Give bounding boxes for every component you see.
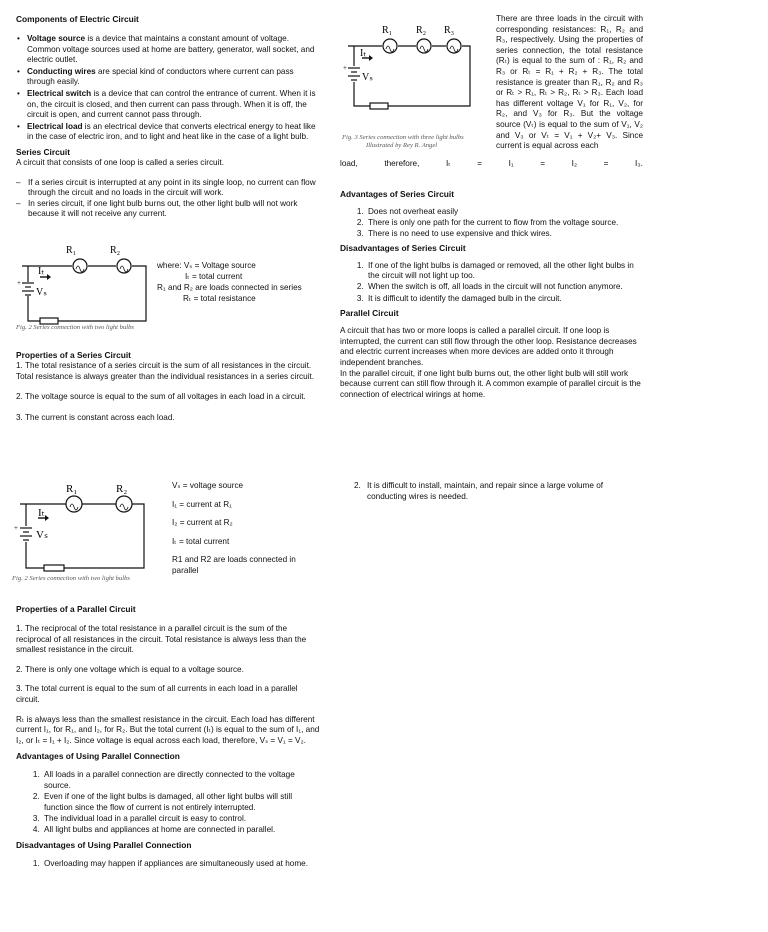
- left-top-column: [16, 14, 320, 220]
- series-circuit-diagram: [12, 244, 152, 334]
- three-load-explanation: There are three loads in the circuit with corresponding resistances: R₁, R₂ and R₃, respectively. Using the properties of series connection, the total resistance (Rₜ) is equal to the sum of : R₁, R₂ and R₃ or Rₜ = R₁ + R₂ + R₃. The total resistance is greater than R₁, R₂ and R₃ or Rₜ > R₁, Rₜ > R₂, Rₜ > R₃. Each load has different voltage V₁ for R₁, V₂, for R₂, and V₃ for R₃. But the voltage source (Vₜ) is equal to the sum of V₁, V₂ and V₃ or Vₜ = V₁ + V₂+ V₃. Since current is equal across each: [496, 14, 643, 151]
- r1-label: R₁: [66, 245, 77, 256]
- parallel-property: 2. There is only one voltage which is equal to a voltage source.: [16, 664, 244, 674]
- three-bulb-svg: [340, 20, 490, 132]
- series-property: 1. The total resistance of a series circuit is the sum of all resistances in the circuit. Total resistance is always greater than the individual resistances in a series circuit.: [16, 361, 315, 381]
- load-equation-line: load, therefore, Iₜ = I₁ = I₂ = I₃.: [340, 159, 643, 168]
- series-disadvantages-list: [340, 261, 643, 304]
- series-circuit-svg: [12, 244, 152, 334]
- it-label: Iₜ: [360, 48, 367, 59]
- parallel-fig-caption: Fig. 2 Series connection with two light bulbs: [12, 575, 130, 582]
- vs-label: Vₛ: [362, 72, 373, 83]
- parallel-properties-heading: Properties of a Parallel Circuit: [16, 604, 136, 614]
- legend-line: Rₜ = total resistance: [183, 294, 256, 303]
- list-item: 3. There is no need to use expensive and thick wires.: [366, 229, 643, 240]
- components-heading: Components of Electric Circuit: [16, 14, 139, 24]
- vs-label: Vₛ: [36, 287, 47, 298]
- list-item: 2. Even if one of the light bulbs is damaged, all other light bulbs will still function since the flow of current is not entirely interrupted.: [42, 792, 320, 813]
- parallel-advantages-list: [16, 770, 320, 835]
- component-voltage-source: • Voltage source is a device that maintains a constant amount of voltage. Common voltage sources used at home are battery, generator, wall socket, and electric outlet.: [27, 34, 320, 66]
- item-text: It is difficult to install, maintain, and repair since a large volume of conducting wires is needed.: [367, 481, 604, 501]
- it-label: Iₜ: [38, 507, 45, 519]
- legend-line: Vₛ = voltage source: [172, 481, 244, 490]
- series-property: 3. The current is constant across each load.: [16, 412, 175, 422]
- series-note: – In series circuit, if one light bulb burns out, the other light bulb will not work because it will not receive any current.: [28, 199, 320, 220]
- parallel-property: 3. The total current is equal to the sum of all currents in each load in a parallel circuit.: [16, 684, 298, 704]
- component-electrical-switch: • Electrical switch is a device that can control the entrance of current. When it is on, the circuit is closed, and then current can pass through. When it is off, the circuit is open, and current cannot pass through.: [27, 89, 320, 121]
- vs-label: Vₛ: [36, 529, 49, 541]
- item-number: 2.: [354, 481, 361, 490]
- r1-label: R₁: [66, 483, 78, 495]
- list-item: 1. Does not overheat easily: [366, 207, 643, 218]
- series-notes-list: [16, 178, 320, 220]
- legend-line: I₁ = current at R₁: [172, 499, 232, 509]
- r3-label: R₃: [444, 25, 455, 36]
- parallel-legend: [172, 481, 320, 577]
- component-electrical-load: • Electrical load is an electrical device that converts electrical energy to heat like in the case of electric iron, and to light and heat like in the case of a light bulb.: [27, 122, 320, 143]
- fig3-caption: Fig. 3 Series connection with three light bulbs: [342, 134, 464, 141]
- series-advantages-heading: Advantages of Series Circuit: [340, 189, 455, 199]
- legend-line: R₁ and R₂ are loads connected in series: [157, 283, 302, 292]
- legend-line: Iₜ = total current: [172, 536, 230, 546]
- list-item: 3. It is difficult to identify the damaged bulb in the circuit.: [366, 294, 643, 305]
- series-properties: [16, 350, 320, 423]
- parallel-circuit-diagram: [8, 480, 168, 586]
- list-item: 2. When the switch is off, all loads in the circuit will not function anymore.: [366, 282, 643, 293]
- r2-label: R₂: [416, 25, 427, 36]
- series-advantages-list: [340, 207, 643, 240]
- series-note: – If a series circuit is interrupted at any point in its single loop, no current can flow through the circuit and no loads in the circuit will work.: [28, 178, 320, 199]
- parallel-disadvantages-list: [16, 859, 320, 870]
- component-conducting-wires: • Conducting wires are special kind of conductors where current can pass through easily.: [27, 67, 320, 88]
- series-disadvantages-heading: Disadvantages of Series Circuit: [340, 242, 466, 253]
- r2-label: R₂: [116, 483, 128, 495]
- legend-line: R1 and R2 are loads connected in parallel: [172, 555, 296, 575]
- parallel-property: 1. The reciprocal of the total resistance in a parallel circuit is the sum of the reciprocal of all resistances in the circuit. Total resistance is always less than the smallest resistance in the circuit.: [16, 624, 307, 655]
- svg-text:+: +: [17, 279, 21, 287]
- series-property: 2. The voltage source is equal to the sum of all voltages in each load in a circuit.: [16, 392, 306, 402]
- legend-line: where: Vₛ = Voltage source: [157, 261, 256, 270]
- list-item: 1. All loads in a parallel connection are directly connected to the voltage source.: [42, 770, 320, 791]
- fig2-legend: [157, 260, 327, 304]
- list-item: 3. The individual load in a parallel circuit is easy to control.: [42, 814, 320, 825]
- fig3-credit: Illustrated by Rey R. Angel: [366, 142, 438, 149]
- parallel-definition: A circuit that has two or more loops is called a parallel circuit. If one loop is interrupted, the current can still flow through the other loop. Resistance decreases and electric current increases when more devices are added onto it through independent branches.: [340, 326, 637, 367]
- parallel-disadvantage-item: [354, 481, 616, 502]
- three-bulb-diagram: [340, 20, 490, 150]
- it-label: Iₜ: [38, 266, 45, 277]
- parallel-disadvantages-heading: Disadvantages of Using Parallel Connection: [16, 840, 192, 851]
- legend-line: Iₜ = total current: [185, 272, 243, 281]
- svg-text:+: +: [14, 524, 18, 532]
- list-item: 1. Overloading may happen if appliances are simultaneously used at home.: [42, 859, 320, 870]
- components-list: [16, 34, 320, 143]
- parallel-circuit-heading: Parallel Circuit: [340, 308, 399, 319]
- legend-line: I₂ = current at R₂: [172, 518, 233, 528]
- list-item: 2. There is only one path for the current to flow from the voltage source.: [366, 218, 643, 229]
- parallel-advantages-heading: Advantages of Using Parallel Connection: [16, 751, 180, 762]
- series-properties-heading: Properties of a Series Circuit: [16, 350, 131, 360]
- series-circuit-heading: Series Circuit: [16, 146, 70, 157]
- list-item: 4. All light bulbs and appliances at home are connected in parallel.: [42, 825, 320, 836]
- parallel-explanation: In the parallel circuit, if one light bulb burns out, the other light bulb will still work because current can still flow through it. A common example of parallel circuit is the connection of electrical wirings at home.: [340, 368, 641, 399]
- right-top-column: [340, 189, 643, 400]
- series-circuit-definition: A circuit that consists of one loop is called a series circuit.: [16, 157, 224, 167]
- r2-label: R₂: [110, 245, 121, 256]
- r1-label: R₁: [382, 25, 393, 36]
- list-item: 1. If one of the light bulbs is damaged or removed, all the other light bulbs in the circuit will not light up too.: [366, 261, 643, 282]
- fig2-caption: Fig. 2 Series connection with two light bulbs: [16, 324, 134, 331]
- parallel-circuit-svg: [8, 480, 168, 576]
- parallel-total-resistance: Rₜ is always less than the smallest resistance in the circuit. Each load has different current I₁, for R₁, and I₂, for R₂. But the total current (Iₜ) is equal to the sum of I₁, and I₂, or Iₜ = I₁ + I₂. Since voltage is equal across each load, therefore, Vₛ = V₁ = V₂.: [16, 714, 320, 745]
- svg-text:+: +: [343, 64, 347, 72]
- left-bottom-column: [16, 604, 320, 871]
